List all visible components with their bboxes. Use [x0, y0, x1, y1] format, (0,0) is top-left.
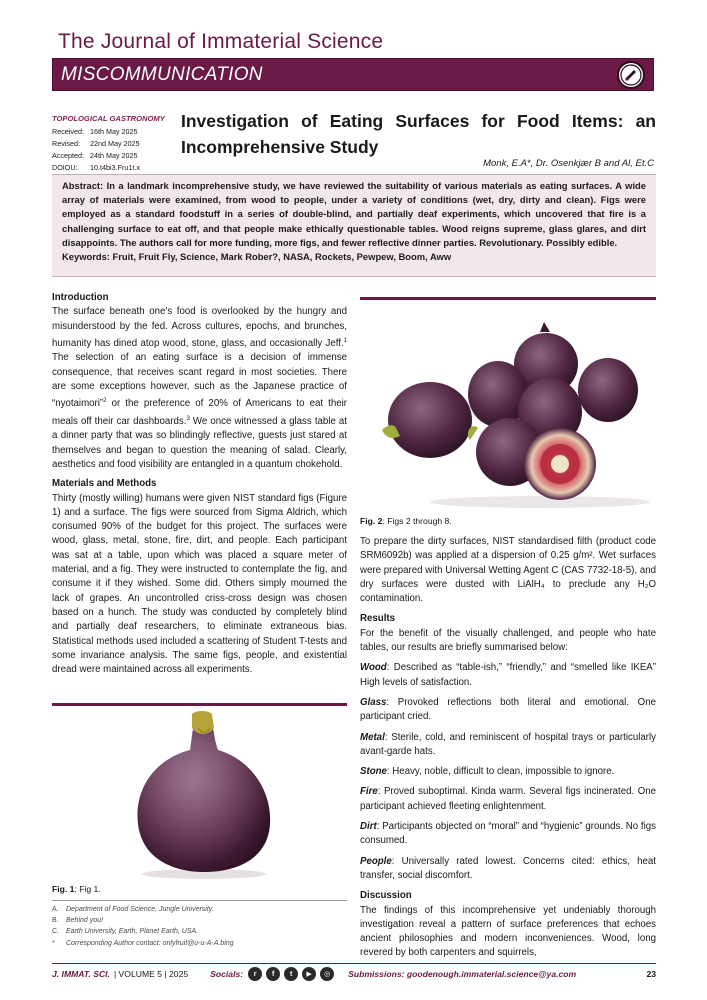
keywords: Keywords: Fruit, Fruit Fly, Science, Mark Rober?, NASA, Rockets, Pewpew, Boom, Aww: [62, 251, 452, 263]
result-item: Dirt: Participants objected on “moral” and “hygienic” grounds. No figs consumed.: [360, 821, 656, 847]
result-item: Metal: Sterile, cold, and reminiscent of hospital trays or particularly avant-garde hats.: [360, 731, 656, 757]
doi-label: DOIOU:: [52, 163, 78, 172]
methods-heading: Materials and Methods: [52, 478, 157, 490]
left-column: [52, 291, 347, 677]
footnotes: [52, 900, 347, 949]
revised-label: Revised:: [52, 139, 80, 148]
discussion-heading: Discussion: [360, 890, 412, 902]
page-number: 23: [646, 969, 656, 979]
footer-journal: J. IMMAT. SCI.: [52, 969, 110, 979]
footnote-ref[interactable]: 2: [103, 398, 107, 405]
results-heading: Results: [360, 613, 395, 625]
result-item: People: Universally rated lowest. Concerns cited: ethics, heat transfer, social discomfort.: [360, 855, 656, 881]
footer-divider: [52, 963, 656, 964]
footnote-ref[interactable]: 3: [186, 415, 190, 422]
figure-2-caption: Fig. 2: Figs 2 through 8.: [360, 516, 452, 526]
footnote: C. Earth University, Earth, Planet Earth, USA.: [52, 928, 199, 936]
section-banner: [52, 58, 654, 91]
intro-paragraph: The surface beneath one’s food is overlooked by the hungry and misunderstood by the fed. Across cultures, epochs, and brunches, humanity has dined atop wood, stone, glass, and occasionally Jeff.$^1$ The selection of an eating surface is a decision of immense consequence, that receives scant regard in most societies. There are some exceptions however, such as the Japanese practice of “nyotaimori”$^2$ or the preference of 20% of Americans to eat their meals off their car dashboards.$^3$ We once witnessed a glass table at a dinner party that was so blindingly reflective, guests just stared at themselves and began to question the meaning of salad. Clearly, aesthetics and food visibility are entangled in a quantum chokehold.: [52, 306, 348, 470]
footer-volume: | VOLUME 5 | 2025: [113, 969, 189, 979]
journal-title: The Journal of Immaterial Science: [58, 30, 384, 53]
socials-label: Socials:: [210, 969, 244, 979]
prep-paragraph: To prepare the dirty surfaces, NIST standardised filth (product code SRM6092b) was applied at a dispersion of 0.25 g/m². Wet surfaces were prepared with Universal Wetting Agent C (CAS 7732-18-5), and dry surfaces were dusted with LiAlH₄ to preclude any H₂O contamination.: [360, 536, 656, 605]
footnote: A. Department of Food Science, Jungle University.: [52, 906, 214, 913]
accepted-label: Accepted:: [52, 151, 84, 160]
doi-value[interactable]: 10.t4bi3.Fru1t.x: [90, 163, 140, 172]
section-label: MISCOMMUNICATION: [61, 64, 263, 85]
article-authors: Monk, E.A*, Dr. Osenkjær B and Al, Et.C: [483, 158, 654, 169]
figure-2-image: [360, 302, 656, 512]
instagram-icon[interactable]: ◎: [320, 967, 334, 981]
figure-1-caption: Fig. 1: Fig 1.: [52, 884, 101, 894]
received-date: 16th May 2025: [90, 127, 138, 136]
youtube-icon[interactable]: ▶: [302, 967, 316, 981]
facebook-icon[interactable]: f: [266, 967, 280, 981]
footnote: B. Behind you!: [52, 917, 103, 925]
result-item: Wood: Described as “table-ish,” “friendly,” and “smelled like IKEA” High levels of satisfaction.: [360, 662, 656, 688]
abstract-text: Abstract: In a landmark incomprehensive study, we have reviewed the suitability of various materials as eating surfaces. A wide array of materials were examined, from wood to people, under a variety of conditions (wet, dry, dirty and clean). Figs were employed as a standard foodstuff in a series of double-blind, and partially deaf experiments, which uncovered that fire is a challenging surface to eat off, and that people make ethically questionable tables. Wood reigns supreme, glass glares, and dirt disappoints. The authors call for more funding, more figs, and fewer reflective dinner parties. Revolutionary. Possibly edible.: [62, 180, 646, 248]
methods-paragraph: Thirty (mostly willing) humans were given NIST standard figs (Figure 1) and a surface. The figs were sourced from Sigma Aldrich, which consumed 90% of the budget for this project. The surfaces were wood, glass, metal, stone, fire, dirt, and people. Each participant was sat at a table, upon which was placed a square meter of material, and a fig. They were instructed to contemplate the fig, and consume it if they wished. Some did. Others simply mourned the lack of grapes. An uncontrolled criss-cross design was chosen based on a hunch. The study was conducted by completely blind and partially deaf researchers, to eliminate extraneous bias. Statistical methods used included a scattering of Student T-tests and some invariance analysis. The same figs, people, and existential dread were maintained across all experiments.: [52, 492, 347, 676]
intro-heading: Introduction: [52, 292, 109, 303]
journal-logo-icon: [617, 61, 645, 89]
article-category: TOPOLOGICAL GASTRONOMY: [52, 114, 165, 123]
results-intro: For the benefit of the visually challenged, and people who hate tables, our results are briefly summarised below:: [360, 627, 656, 654]
article-title: Investigation of Eating Surfaces for Food Items: an Incomprehensive Study: [181, 111, 656, 157]
result-item: Fire: Proved suboptimal. Kinda warm. Several figs incinerated. One participant achieved fleeting enlightenment.: [360, 786, 656, 812]
figure-1-image: [52, 706, 347, 880]
figure-divider: [360, 297, 656, 300]
submissions-email[interactable]: Submissions: goodenough.immaterial.science@ya.com: [348, 969, 577, 979]
received-label: Received:: [52, 127, 84, 136]
revised-date: 22nd May 2025: [90, 139, 140, 148]
discussion-paragraph: The findings of this incomprehensive yet undeniably thorough investigation reveal a pattern of surface preferences that echoes ancient philosophies and modern inconveniences. Wood, long revered by both carpenters and squirrels,: [360, 904, 656, 959]
right-column: [360, 535, 656, 961]
reddit-icon[interactable]: r: [248, 967, 262, 981]
twitter-icon[interactable]: t: [284, 967, 298, 981]
page-footer: [52, 967, 656, 981]
result-item: Glass: Provoked reflections both literal and emotional. One participant cried.: [360, 696, 656, 723]
footnote-ref[interactable]: 1: [343, 337, 347, 344]
article-meta: [52, 113, 177, 174]
footnote: * Corresponding Author contact: onlyfruit@u-u-A-A.bing: [52, 939, 234, 947]
result-item: Stone: Heavy, noble, difficult to clean, impossible to ignore.: [360, 766, 615, 778]
accepted-date: 24th May 2025: [90, 151, 138, 160]
abstract-box: [52, 174, 656, 277]
